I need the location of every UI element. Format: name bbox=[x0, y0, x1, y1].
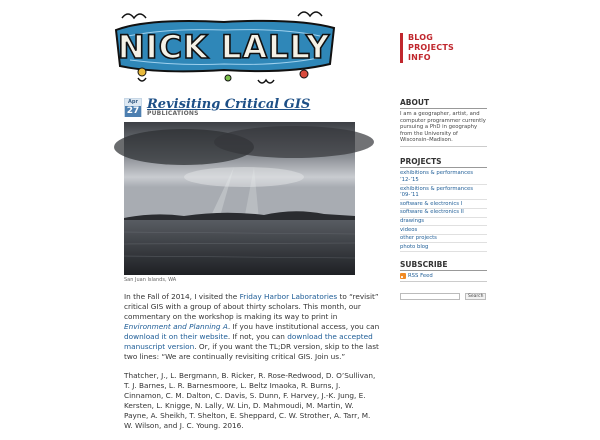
list-item bbox=[400, 226, 487, 235]
text-span: . Or, if you want the TL;DR version, skip to the last two lines: “We are continually revisiting critical GIS. Join us.” bbox=[124, 342, 379, 361]
list-item bbox=[400, 235, 487, 244]
post-month: Apr bbox=[128, 99, 138, 105]
list-item bbox=[400, 170, 487, 185]
project-link[interactable]: photo blog bbox=[400, 243, 429, 250]
nav-projects[interactable]: PROJECTS bbox=[408, 43, 454, 52]
subscribe-heading: SUBSCRIBE bbox=[400, 260, 487, 271]
list-item bbox=[400, 218, 487, 227]
project-link[interactable]: other projects bbox=[400, 235, 437, 242]
rss-feed-link[interactable] bbox=[400, 273, 487, 282]
post-body bbox=[124, 292, 380, 440]
link-friday-harbor[interactable]: Friday Harbor Laboratories bbox=[239, 292, 338, 301]
post-category[interactable]: PUBLICATIONS bbox=[147, 110, 199, 117]
post-date-badge bbox=[124, 98, 142, 117]
text-span: to “revisit” critical GIS with a group of about thirty scholars. This month, our commentary on the workshop is making its way to print in bbox=[124, 292, 379, 321]
post-photo bbox=[124, 122, 355, 275]
project-link[interactable]: software & electronics I bbox=[400, 200, 463, 207]
projects-heading: PROJECTS bbox=[400, 157, 487, 168]
photo-caption: San Juan Islands, WA bbox=[124, 277, 177, 283]
project-link[interactable]: videos bbox=[400, 226, 418, 233]
site-logo[interactable] bbox=[108, 8, 340, 88]
link-download-website[interactable]: download it on their website bbox=[124, 332, 228, 341]
search-form bbox=[400, 293, 487, 300]
projects-list bbox=[400, 170, 487, 252]
list-item bbox=[400, 200, 487, 209]
about-heading: ABOUT bbox=[400, 98, 487, 109]
list-item bbox=[400, 209, 487, 218]
list-item bbox=[400, 243, 487, 252]
sidebar bbox=[400, 98, 487, 300]
nav-blog[interactable]: BLOG bbox=[408, 33, 434, 42]
post-paragraph-1 bbox=[124, 292, 380, 362]
post-day: 27 bbox=[126, 106, 140, 116]
text-span: In the Fall of 2014, I visited the bbox=[124, 292, 240, 301]
text-span: . If not, you can bbox=[227, 332, 288, 341]
rss-icon[interactable] bbox=[400, 273, 406, 279]
project-link[interactable]: exhibitions & performances ’09-’11 bbox=[400, 185, 474, 199]
journal-name[interactable]: Environment and Planning A bbox=[124, 322, 228, 331]
text-span: . If you have institutional access, you can bbox=[227, 322, 380, 331]
project-link[interactable]: software & electronics II bbox=[400, 209, 464, 216]
nav-info[interactable]: INFO bbox=[408, 53, 431, 62]
link-journal[interactable] bbox=[124, 322, 228, 331]
link-download-manuscript[interactable]: download the accepted manuscript version bbox=[124, 332, 373, 351]
project-link[interactable]: exhibitions & performances ’12-’15 bbox=[400, 170, 474, 184]
logo-text: NICK LALLY bbox=[117, 28, 331, 66]
main-nav bbox=[400, 33, 454, 63]
project-link[interactable]: drawings bbox=[400, 218, 425, 225]
rss-label[interactable]: RSS Feed bbox=[408, 272, 433, 279]
search-button[interactable]: Search bbox=[465, 293, 486, 300]
list-item bbox=[400, 185, 487, 200]
post-title[interactable]: Revisiting Critical GIS bbox=[147, 97, 311, 112]
about-text: I am a geographer, artist, and computer programmer currently pursuing a PhD in geography from the University of Wisconsin–Madison. bbox=[400, 111, 487, 147]
post-paragraph-2: Thatcher, J., L. Bergmann, B. Ricker, R. Rose-Redwood, D. O’Sullivan, T. J. Barnes, L. R. Barnesmoore, L. Beltz Imaoka, R. Burns, J. Cinnamon, C. M. Dalton, C. Davis, S. Dunn, F. Harvey, J.-K. Jung, E. Kersten, L. Knigge, N. Lally, W. Lin, D. Mahmoudi, M. Martin, W. Payne, A. Sheikh, T. Shelton, E. Sheppard, C. W. Strother, A. Tarr, M. W. Wilson, and J. C. Young. 2016. bbox=[124, 371, 376, 430]
search-input[interactable] bbox=[400, 293, 460, 300]
